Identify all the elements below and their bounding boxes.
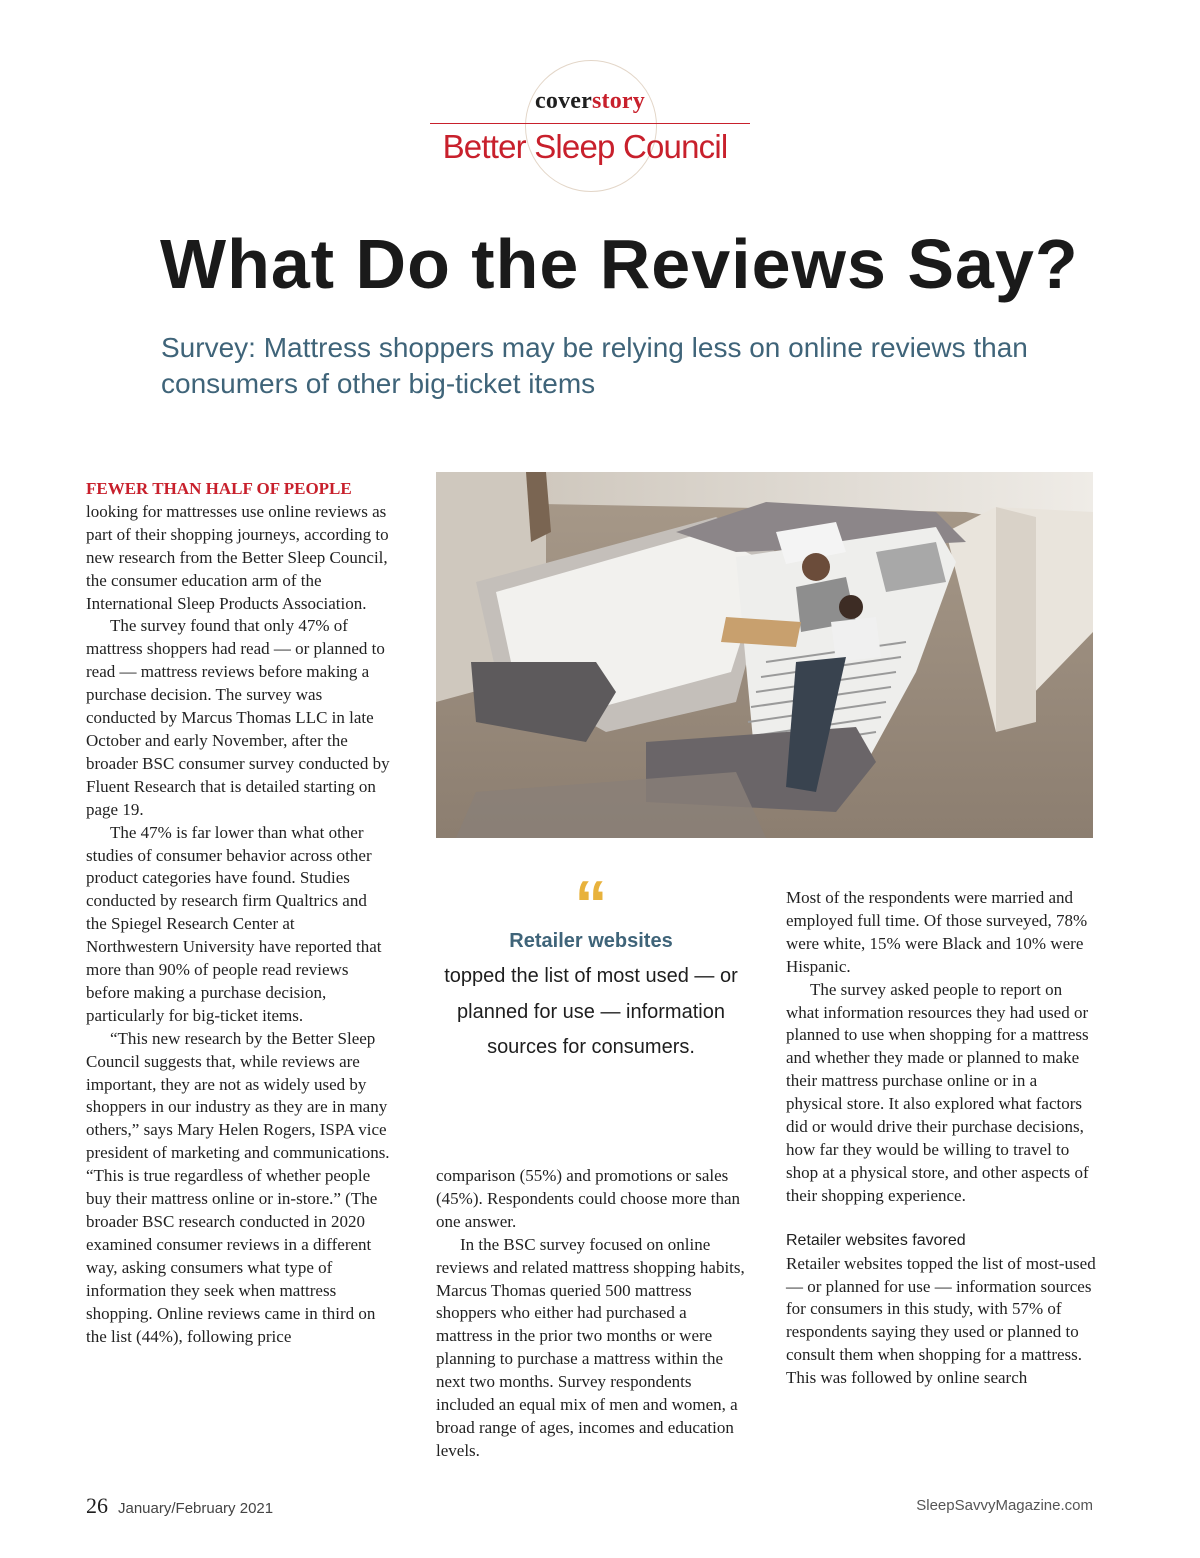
body-paragraph: The survey asked people to report on what information resources they had used or planned to use when shopping for a mattress and whether they made or planned to make their mattress purchase online or in a physical store. It also explored what factors did or would drive their purchase decisions, how far they would be willing to travel to shop at a physical store, and other aspects of their shopping experience. xyxy=(786,979,1089,1205)
body-paragraph: comparison (55%) and promotions or sales (45%). Respondents could choose more than one answer. xyxy=(436,1166,741,1231)
footer-folio xyxy=(86,1493,273,1519)
article-subhead: Survey: Mattress shoppers may be relying less on online reviews than consumers of other big-ticket items xyxy=(161,332,1028,400)
body-paragraph: Most of the respondents were married and employed full time. Of those surveyed, 78% were white, 15% were Black and 10% were Hispanic. xyxy=(786,888,1088,976)
article-column-3 xyxy=(786,887,1096,1390)
header-divider xyxy=(430,123,750,124)
footer-website: SleepSavvyMagazine.com xyxy=(916,1497,1093,1514)
lead-paragraph: FEWER THAN HALF OF PEOPLE looking for mattresses use online reviews as part of their shopping journeys, according to new research from the Better Sleep Council, the consumer education arm of the International Sleep Products Association. xyxy=(86,479,389,613)
header-circle-ornament xyxy=(525,60,657,192)
section-subheading: Retailer websites favored xyxy=(786,1231,966,1249)
quote-mark-icon: “ xyxy=(574,867,608,941)
body-paragraph: In the BSC survey focused on online reviews and related mattress shopping habits, Marcus Thomas queried 500 mattress shoppers who either had purchased a mattress in the prior two months or were planning to purchase a mattress within the next two months. Survey respondents included an equal mix of men and women, a broad range of ages, incomes and education levels. xyxy=(436,1234,745,1460)
section-header xyxy=(0,0,1200,200)
page-number: 26 xyxy=(86,1493,108,1518)
pull-quote-highlight: Retailer websites xyxy=(509,930,673,952)
article-photo xyxy=(436,472,1093,838)
pull-quote xyxy=(436,867,746,1066)
section-name: Better Sleep Council xyxy=(442,128,728,165)
body-paragraph: The 47% is far lower than what other studies of consumer behavior across other product categories have found. Studies conducted by research firm Qualtrics and the Spiegel Research Center at Northwestern University have reported that more than 90% of people read reviews before making a purchase decision, particularly for big-ticket items. xyxy=(86,822,382,1025)
article-headline: What Do the Reviews Say? xyxy=(160,225,1079,303)
body-paragraph: The survey found that only 47% of mattress shoppers had read — or planned to read — mattress reviews before making a purchase decision. The survey was conducted by Marcus Thomas LLC in late October and early November, after the broader BSC consumer survey conducted by Fluent Research that is detailed starting on page 19. xyxy=(86,616,390,819)
cover-story-label: coverstory xyxy=(535,88,645,114)
article-column-2 xyxy=(436,1165,746,1463)
body-paragraph: “This new research by the Better Sleep Council suggests that, while reviews are important, they are not as widely used by shoppers in our industry as they are in many others,” says Mary Helen Rogers, ISPA vice president of marketing and communications. “This is true regardless of whether people buy their mattress online or in-store.” (The broader BSC research conducted in 2020 examined consumer reviews in a different way, asking consumers what type of information they seek when mattress shopping. Online reviews came in third on the list (44%), following price xyxy=(86,1028,390,1346)
pull-quote-text: topped the list of most used — or planned for use — information sources for consumers. xyxy=(444,965,738,1058)
issue-date: January/February 2021 xyxy=(118,1500,274,1517)
lead-in: FEWER THAN HALF OF PEOPLE xyxy=(86,479,352,498)
article-column-1 xyxy=(86,478,391,1348)
body-paragraph: Retailer websites topped the list of most-used — or planned for use — information sources for consumers in this study, with 57% of respondents saying they used or planned to consult them when shopping for a mattress. This was followed by online search xyxy=(786,1253,1096,1388)
